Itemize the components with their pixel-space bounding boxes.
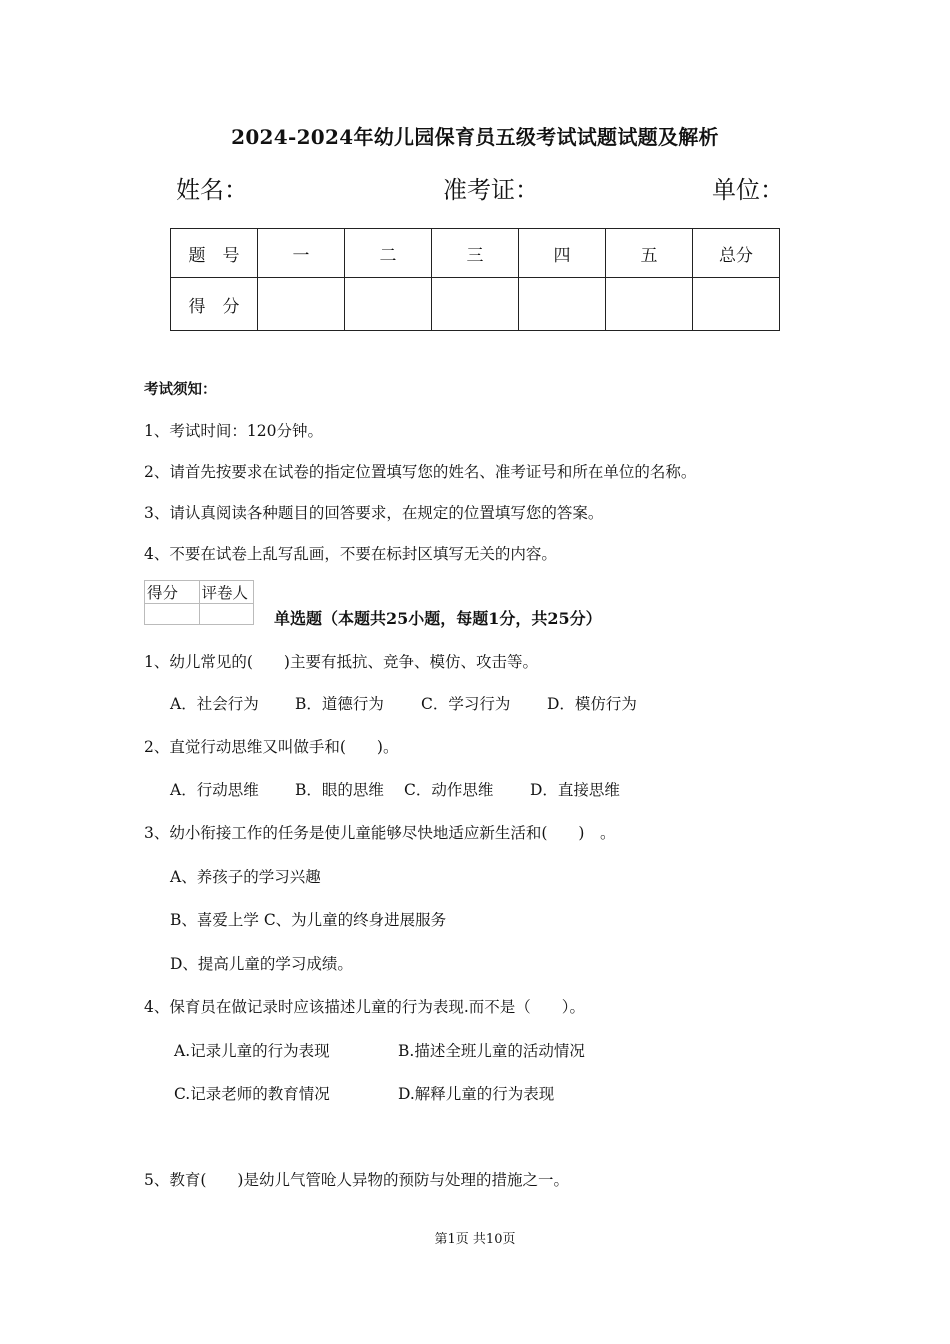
score-cell-2: [345, 278, 432, 331]
grader-score-label: 得分: [145, 581, 200, 604]
score-header-3: 三: [432, 229, 519, 278]
score-table-score-row: [171, 278, 780, 331]
score-cell-4: [519, 278, 606, 331]
question-5-stem: 5、教育( )是幼儿气管呛人异物的预防与处理的措施之一。: [144, 1171, 569, 1189]
score-header-5: 五: [606, 229, 693, 278]
notice-item-2: 2、请首先按要求在试卷的指定位置填写您的姓名、准考证号和所在单位的名称。: [144, 463, 697, 481]
question-4-stem: 4、保育员在做记录时应该描述儿童的行为表现.而不是（ ）。: [144, 998, 586, 1016]
grader-box: [144, 580, 254, 625]
grader-score-cell: [145, 604, 200, 625]
score-table: [170, 228, 780, 331]
question-4-option-b: B.描述全班儿童的活动情况: [398, 1042, 585, 1060]
score-row-label: 得 分: [171, 278, 258, 331]
exam-number-field-label: 准考证：: [443, 176, 539, 204]
question-3-option-d: D、提高儿童的学习成绩。: [170, 955, 353, 973]
unit-field-label: 单位：: [712, 176, 784, 204]
question-4-option-a: A.记录儿童的行为表现: [174, 1042, 330, 1060]
question-4-option-d: D.解释儿童的行为表现: [398, 1085, 555, 1103]
score-cell-5: [606, 278, 693, 331]
grader-name-label: 评卷人: [199, 581, 254, 604]
notice-item-1: 1、考试时间：120分钟。: [144, 422, 323, 440]
question-3-option-a: A、养孩子的学习兴趣: [170, 868, 321, 886]
question-2-option-d: D．直接思维: [530, 781, 620, 799]
question-2-option-a: A．行动思维: [170, 781, 259, 799]
notice-heading: 考试须知：: [144, 381, 217, 398]
page-title: 2024-2024年幼儿园保育员五级考试试题试题及解析: [231, 125, 719, 149]
question-1-stem: 1、幼儿常见的( )主要有抵抗、竞争、模仿、攻击等。: [144, 653, 538, 671]
grader-name-cell: [199, 604, 254, 625]
score-header-4: 四: [519, 229, 606, 278]
question-3-option-bc: B、喜爱上学 C、为儿童的终身进展服务: [170, 911, 447, 929]
question-2-stem: 2、直觉行动思维又叫做手和( )。: [144, 738, 399, 756]
section-heading: 单选题（本题共25小题，每题1分，共25分）: [274, 609, 602, 628]
score-cell-3: [432, 278, 519, 331]
score-header-2: 二: [345, 229, 432, 278]
question-1-option-b: B．道德行为: [295, 695, 384, 713]
question-2-option-c: C．动作思维: [404, 781, 494, 799]
name-field-label: 姓名：: [176, 176, 248, 204]
score-cell-total: [693, 278, 780, 331]
question-2-option-b: B．眼的思维: [295, 781, 384, 799]
question-1-option-a: A．社会行为: [170, 695, 259, 713]
question-4-option-c: C.记录老师的教育情况: [174, 1085, 330, 1103]
question-1-option-c: C．学习行为: [421, 695, 511, 713]
notice-item-4: 4、不要在试卷上乱写乱画，不要在标封区填写无关的内容。: [144, 545, 557, 563]
score-header-1: 一: [258, 229, 345, 278]
notice-item-3: 3、请认真阅读各种题目的回答要求，在规定的位置填写您的答案。: [144, 504, 604, 522]
question-3-stem: 3、幼小衔接工作的任务是使儿童能够尽快地适应新生活和( ) 。: [144, 824, 616, 842]
score-table-header-row: [171, 229, 780, 278]
score-cell-1: [258, 278, 345, 331]
score-header-total: 总分: [693, 229, 780, 278]
question-1-option-d: D．模仿行为: [547, 695, 637, 713]
page-footer: 第1页 共10页: [434, 1232, 516, 1247]
score-header-label: 题 号: [171, 229, 258, 278]
